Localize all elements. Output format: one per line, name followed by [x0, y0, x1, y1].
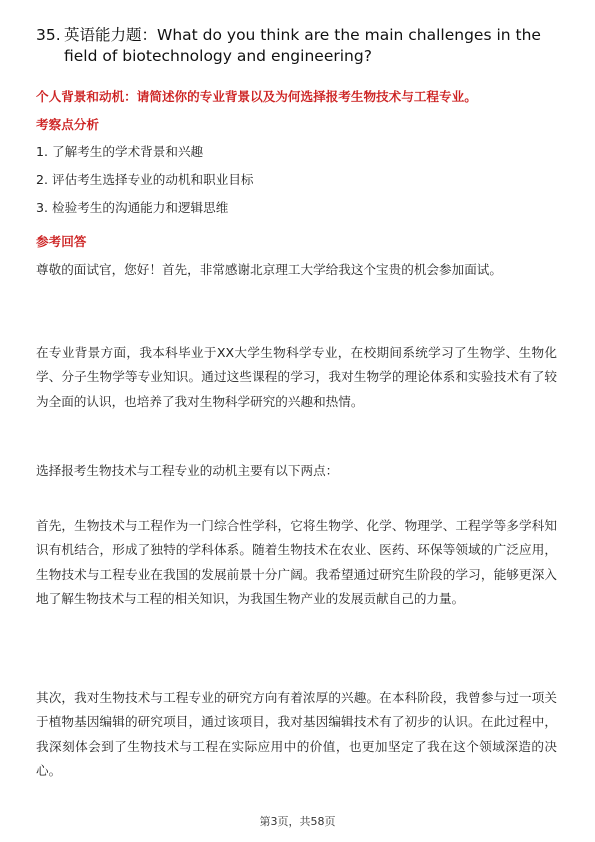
- analysis-heading: 考察点分析: [36, 117, 99, 132]
- analysis-point: 1. 了解考生的学术背景和兴趣: [36, 144, 204, 159]
- page-footer: 第3页，共58页: [259, 815, 336, 828]
- answer-paragraph: 其次，我对生物技术与工程专业的研究方向有着浓厚的兴趣。在本科阶段，我曾参与过一项关于植物基因编辑的研究项目，通过该项目，我对基因编辑技术有了初步的认识。在此过程中，我深刻体会到了生物技术与工程在实际应用中的价值，也更加坚定了我在这个领域深造的决心。: [36, 690, 557, 778]
- analysis-point: 2. 评估考生选择专业的动机和职业目标: [36, 172, 254, 187]
- question-title: [36, 25, 556, 67]
- answer-paragraph: 首先，生物技术与工程作为一门综合性学科，它将生物学、化学、物理学、工程学等多学科知识有机结合，形成了独特的学科体系。随着生物技术在农业、医药、环保等领域的广泛应用，生物技术与工程专业在我国的发展前景十分广阔。我希望通过研究生阶段的学习，能够更深入地了解生物技术与工程的相关知识，为我国生物产业的发展贡献自己的力量。: [36, 518, 557, 606]
- answer-paragraph: 尊敬的面试官，您好！首先，非常感谢北京理工大学给我这个宝贵的机会参加面试。: [36, 262, 502, 277]
- prompt-heading: 个人背景和动机：请简述你的专业背景以及为何选择报考生物技术与工程专业。: [36, 89, 477, 104]
- analysis-point: 3. 检验考生的沟通能力和逻辑思维: [36, 200, 229, 215]
- question-text: 英语能力题：What do you think are the main challenges in the field of biotechnology and engineering?: [64, 26, 541, 65]
- answer-heading: 参考回答: [36, 234, 87, 249]
- answer-paragraph: 选择报考生物技术与工程专业的动机主要有以下两点：: [36, 463, 339, 478]
- question-number: 35.: [36, 26, 61, 44]
- answer-paragraph: 在专业背景方面，我本科毕业于XX大学生物科学专业，在校期间系统学习了生物学、生物化学、分子生物学等专业知识。通过这些课程的学习，我对生物学的理论体系和实验技术有了较为全面的认识，也培养了我对生物科学研究的兴趣和热情。: [36, 345, 557, 409]
